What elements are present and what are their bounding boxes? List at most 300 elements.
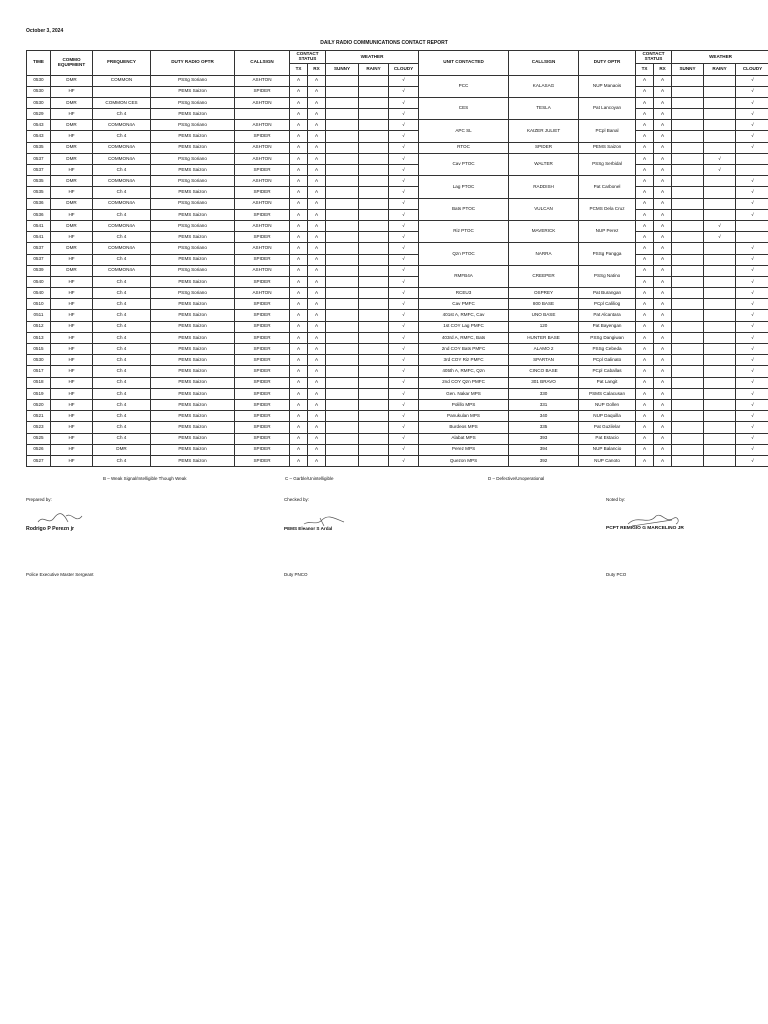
unit-tx-cell: A [636,355,654,366]
weather-sunny-cell [326,288,359,299]
frequency-cell: Ch 4 [93,388,151,399]
rx-cell: A [308,86,326,97]
time-cell: 0510 [27,299,51,310]
unit-weather-cloudy-cell [736,165,768,176]
unit-tx-cell: A [636,344,654,355]
weather-rainy-cell [359,165,389,176]
rx-cell: A [308,120,326,131]
table-row [27,310,768,321]
unit-weather-cloudy-cell: √ [736,86,768,97]
unit-contacted-cell: Polillo MPS [419,399,509,410]
table-row [27,276,768,287]
header-rainy: RAINY [359,64,389,76]
table-row [27,411,768,422]
callsign-cell: ASHTON [235,220,290,231]
callsign-cell: ASHTON [235,120,290,131]
callsign-cell: SPIDER [235,332,290,343]
frequency-cell: COMMON4A [93,142,151,153]
unit-rx-cell: A [654,209,672,220]
frequency-cell: Ch 4 [93,344,151,355]
unit-contacted-cell: Cav PTOC [419,153,509,175]
unit-weather-sunny-cell [672,355,704,366]
unit-contacted-cell: Alabat MPS [419,433,509,444]
callsign-cell: SPIDER [235,444,290,455]
unit-rx-cell: A [654,366,672,377]
unit-tx-cell: A [636,455,654,466]
unit-duty-optr-cell: PSMS Calacusan [579,388,636,399]
tx-cell: A [290,209,308,220]
frequency-cell: Ch 4 [93,399,151,410]
unit-duty-optr-cell: Pat Bayengan [579,321,636,332]
frequency-cell: Ch 4 [93,411,151,422]
unit-rx-cell: A [654,399,672,410]
unit-weather-rainy-cell [704,422,736,433]
table-row [27,366,768,377]
time-cell: 0536 [27,209,51,220]
unit-weather-sunny-cell [672,232,704,243]
unit-weather-cloudy-cell: √ [736,198,768,209]
weather-rainy-cell [359,399,389,410]
table-row [27,176,768,187]
radio-operator-cell: PSSg Soriano [151,265,235,276]
tx-cell: A [290,411,308,422]
unit-weather-sunny-cell [672,220,704,231]
tx-cell: A [290,388,308,399]
unit-weather-sunny-cell [672,377,704,388]
radio-operator-cell: PEMS Saizon [151,131,235,142]
unit-weather-rainy-cell [704,243,736,254]
weather-sunny-cell [326,187,359,198]
unit-duty-optr-cell: NUP Daquilla [579,411,636,422]
radio-operator-cell: PSSg Soriano [151,288,235,299]
callsign-cell: SPIDER [235,377,290,388]
radio-operator-cell: PSSg Soriano [151,120,235,131]
weather-sunny-cell [326,243,359,254]
unit-contacted-cell: Perez MPS [419,444,509,455]
frequency-cell: Ch 4 [93,131,151,142]
frequency-cell: COMMON4A [93,198,151,209]
weather-rainy-cell [359,411,389,422]
unit-rx-cell: A [654,355,672,366]
unit-weather-rainy-cell [704,131,736,142]
tx-cell: A [290,344,308,355]
unit-weather-cloudy-cell: √ [736,109,768,120]
unit-tx-cell: A [636,433,654,444]
unit-weather-sunny-cell [672,176,704,187]
radio-operator-cell: PSSg Soriano [151,198,235,209]
unit-weather-sunny-cell [672,131,704,142]
time-cell: 0520 [27,399,51,410]
callsign-cell: SPIDER [235,455,290,466]
unit-weather-cloudy-cell: √ [736,321,768,332]
unit-duty-optr-cell: NUP Manaois [579,75,636,97]
equipment-cell: DMR [51,120,93,131]
table-row [27,344,768,355]
unit-contacted-cell: RCEU3 [419,288,509,299]
unit-tx-cell: A [636,75,654,86]
unit-rx-cell: A [654,310,672,321]
rx-cell: A [308,422,326,433]
unit-callsign-cell: CREEPER [509,265,579,287]
unit-callsign-cell: CINCO BASE [509,366,579,377]
rx-cell: A [308,355,326,366]
equipment-cell: HF [51,276,93,287]
frequency-cell: Ch 4 [93,276,151,287]
time-cell: 0535 [27,187,51,198]
callsign-cell: SPIDER [235,131,290,142]
tx-cell: A [290,187,308,198]
tx-cell: A [290,254,308,265]
unit-callsign-cell: VULCAN [509,198,579,220]
unit-weather-sunny-cell [672,310,704,321]
unit-weather-sunny-cell [672,209,704,220]
unit-weather-rainy-cell [704,288,736,299]
unit-tx-cell: A [636,299,654,310]
weather-cloudy-cell: √ [389,422,419,433]
callsign-cell: SPIDER [235,355,290,366]
unit-callsign-cell: TESLA [509,97,579,119]
equipment-cell: DMR [51,75,93,86]
unit-weather-cloudy-cell: √ [736,366,768,377]
unit-rx-cell: A [654,288,672,299]
frequency-cell: COMMON4A [93,220,151,231]
radio-operator-cell: PEMS Saizon [151,209,235,220]
equipment-cell: HF [51,165,93,176]
unit-weather-rainy-cell [704,187,736,198]
rx-cell: A [308,265,326,276]
weather-rainy-cell [359,355,389,366]
tx-cell: A [290,176,308,187]
rx-cell: A [308,109,326,120]
unit-rx-cell: A [654,422,672,433]
header-sunny-right: SUNNY [672,64,704,76]
weather-cloudy-cell: √ [389,433,419,444]
weather-sunny-cell [326,433,359,444]
table-row [27,433,768,444]
weather-cloudy-cell: √ [389,366,419,377]
unit-weather-rainy-cell [704,444,736,455]
weather-cloudy-cell: √ [389,243,419,254]
weather-cloudy-cell: √ [389,97,419,108]
frequency-cell: Ch 4 [93,109,151,120]
time-cell: 0539 [27,265,51,276]
callsign-cell: SPIDER [235,321,290,332]
unit-weather-cloudy-cell: √ [736,411,768,422]
unit-tx-cell: A [636,176,654,187]
unit-rx-cell: A [654,176,672,187]
unit-weather-rainy-cell [704,455,736,466]
unit-weather-rainy-cell [704,276,736,287]
frequency-cell: Ch 4 [93,377,151,388]
unit-weather-rainy-cell: √ [704,153,736,164]
radio-operator-cell: PEMS Saizon [151,187,235,198]
frequency-cell: Ch 4 [93,299,151,310]
unit-rx-cell: A [654,344,672,355]
unit-tx-cell: A [636,131,654,142]
equipment-cell: HF [51,444,93,455]
radio-operator-cell: PEMS Saizon [151,321,235,332]
table-row [27,321,768,332]
weather-cloudy-cell: √ [389,355,419,366]
unit-weather-rainy-cell [704,366,736,377]
unit-contacted-cell: CES [419,97,509,119]
weather-sunny-cell [326,455,359,466]
equipment-cell: DMR [51,153,93,164]
header-tx: TX [290,64,308,76]
header-cloudy-right: CLOUDY [736,64,768,76]
rx-cell: A [308,433,326,444]
unit-rx-cell: A [654,97,672,108]
rx-cell: A [308,198,326,209]
unit-callsign-cell: 340 [509,411,579,422]
rx-cell: A [308,187,326,198]
callsign-cell: SPIDER [235,411,290,422]
callsign-cell: SPIDER [235,344,290,355]
callsign-cell: ASHTON [235,75,290,86]
weather-sunny-cell [326,209,359,220]
unit-weather-sunny-cell [672,288,704,299]
frequency-cell: Ch 4 [93,332,151,343]
tx-cell: A [290,142,308,153]
unit-contacted-cell: Bats PTOC [419,198,509,220]
unit-callsign-cell: NARRA [509,243,579,265]
equipment-cell: DMR [51,198,93,209]
weather-cloudy-cell: √ [389,444,419,455]
header-weather-right: WEATHER [672,51,768,64]
time-cell: 0523 [27,422,51,433]
unit-duty-optr-cell: PSSg Natino [579,265,636,287]
rx-cell: A [308,288,326,299]
time-cell: 0517 [27,366,51,377]
frequency-cell: Ch 4 [93,366,151,377]
weather-cloudy-cell: √ [389,265,419,276]
rx-cell: A [308,366,326,377]
radio-operator-cell: PSSg Soriano [151,220,235,231]
callsign-cell: SPIDER [235,187,290,198]
rx-cell: A [308,254,326,265]
unit-tx-cell: A [636,220,654,231]
equipment-cell: DMR [51,243,93,254]
unit-callsign-cell: 392 [509,455,579,466]
weather-cloudy-cell: √ [389,220,419,231]
report-title: DAILY RADIO COMMUNICATIONS CONTACT REPORT [320,40,448,46]
unit-weather-sunny-cell [672,433,704,444]
weather-sunny-cell [326,399,359,410]
unit-tx-cell: A [636,254,654,265]
radio-operator-cell: PSSg Soriano [151,176,235,187]
frequency-cell: COMMON [93,75,151,86]
weather-cloudy-cell: √ [389,209,419,220]
unit-callsign-cell: 331 [509,399,579,410]
unit-weather-rainy-cell [704,75,736,86]
unit-weather-cloudy-cell: √ [736,142,768,153]
weather-rainy-cell [359,422,389,433]
time-cell: 0511 [27,310,51,321]
table-row [27,355,768,366]
weather-rainy-cell [359,433,389,444]
weather-rainy-cell [359,120,389,131]
weather-sunny-cell [326,153,359,164]
callsign-cell: ASHTON [235,265,290,276]
unit-rx-cell: A [654,232,672,243]
equipment-cell: HF [51,366,93,377]
unit-tx-cell: A [636,209,654,220]
rx-cell: A [308,176,326,187]
unit-weather-rainy-cell [704,97,736,108]
radio-operator-cell: PEMS Saizon [151,310,235,321]
rx-cell: A [308,276,326,287]
weather-sunny-cell [326,265,359,276]
weather-sunny-cell [326,165,359,176]
time-cell: 0536 [27,198,51,209]
unit-rx-cell: A [654,433,672,444]
equipment-cell: HF [51,411,93,422]
unit-weather-cloudy-cell: √ [736,455,768,466]
radio-operator-cell: PEMS Saizon [151,422,235,433]
equipment-cell: HF [51,399,93,410]
weather-cloudy-cell: √ [389,399,419,410]
callsign-cell: SPIDER [235,86,290,97]
tx-cell: A [290,288,308,299]
callsign-cell: SPIDER [235,388,290,399]
prepared-label: Prepared by: [26,497,52,502]
unit-duty-optr-cell: Pat Guzilelar [579,422,636,433]
table-row [27,131,768,142]
unit-weather-sunny-cell [672,276,704,287]
weather-cloudy-cell: √ [389,131,419,142]
radio-operator-cell: PEMS Saizon [151,142,235,153]
time-cell: 0537 [27,165,51,176]
callsign-cell: ASHTON [235,176,290,187]
callsign-cell: SPIDER [235,310,290,321]
unit-weather-cloudy-cell: √ [736,276,768,287]
tx-cell: A [290,332,308,343]
unit-tx-cell: A [636,276,654,287]
time-cell: 0521 [27,411,51,422]
rx-cell: A [308,165,326,176]
unit-rx-cell: A [654,187,672,198]
weather-cloudy-cell: √ [389,165,419,176]
equipment-cell: HF [51,209,93,220]
unit-weather-sunny-cell [672,366,704,377]
time-cell: 0513 [27,332,51,343]
unit-tx-cell: A [636,399,654,410]
noted-role: Duty PCO [606,572,627,577]
rx-cell: A [308,455,326,466]
table-row [27,232,768,243]
rx-cell: A [308,243,326,254]
unit-weather-cloudy-cell: √ [736,299,768,310]
tx-cell: A [290,355,308,366]
unit-rx-cell: A [654,220,672,231]
rx-cell: A [308,310,326,321]
rx-cell: A [308,411,326,422]
weather-sunny-cell [326,344,359,355]
unit-callsign-cell: 330 [509,388,579,399]
callsign-cell: SPIDER [235,276,290,287]
weather-rainy-cell [359,243,389,254]
weather-sunny-cell [326,276,359,287]
weather-cloudy-cell: √ [389,86,419,97]
unit-weather-sunny-cell [672,243,704,254]
unit-weather-rainy-cell [704,209,736,220]
unit-rx-cell: A [654,86,672,97]
frequency-cell: DMR [93,444,151,455]
tx-cell: A [290,299,308,310]
unit-weather-rainy-cell [704,321,736,332]
table-row [27,332,768,343]
unit-contacted-cell: Panukulan MPS [419,411,509,422]
radio-operator-cell: PEMS Saizon [151,444,235,455]
weather-cloudy-cell: √ [389,455,419,466]
unit-weather-cloudy-cell: √ [736,131,768,142]
frequency-cell: Ch 4 [93,187,151,198]
frequency-cell: COMMON4A [93,243,151,254]
frequency-cell: COMMON4A [93,120,151,131]
tx-cell: A [290,153,308,164]
weather-rainy-cell [359,198,389,209]
time-cell: 0530 [27,97,51,108]
tx-cell: A [290,399,308,410]
unit-duty-optr-cell: PSSg Serbidal [579,153,636,175]
unit-rx-cell: A [654,332,672,343]
equipment-cell: HF [51,109,93,120]
unit-weather-cloudy-cell: √ [736,310,768,321]
unit-duty-optr-cell: Pat Langit [579,377,636,388]
unit-callsign-cell: KAIZER JULIET [509,120,579,142]
frequency-cell: Ch 4 [93,310,151,321]
time-cell: 0525 [27,433,51,444]
unit-weather-rainy-cell [704,344,736,355]
rx-cell: A [308,142,326,153]
weather-rainy-cell [359,220,389,231]
frequency-cell: Ch 4 [93,321,151,332]
unit-rx-cell: A [654,276,672,287]
unit-rx-cell: A [654,142,672,153]
time-cell: 0541 [27,232,51,243]
unit-contacted-cell: 3rd COY Riz PMFC [419,355,509,366]
frequency-cell: Ch 4 [93,232,151,243]
weather-sunny-cell [326,299,359,310]
unit-weather-sunny-cell [672,165,704,176]
weather-rainy-cell [359,86,389,97]
unit-tx-cell: A [636,86,654,97]
header-commo-equipment: COMMO EQUIPMENT [51,51,93,76]
unit-weather-cloudy-cell: √ [736,377,768,388]
weather-rainy-cell [359,232,389,243]
unit-weather-cloudy-cell: √ [736,176,768,187]
radio-operator-cell: PSSg Soriano [151,97,235,108]
weather-sunny-cell [326,86,359,97]
tx-cell: A [290,310,308,321]
table-row [27,399,768,410]
table-row [27,153,768,164]
unit-rx-cell: A [654,265,672,276]
radio-operator-cell: PEMS Saizon [151,165,235,176]
unit-contacted-cell: RMFB4A [419,265,509,287]
callsign-cell: ASHTON [235,198,290,209]
unit-weather-rainy-cell [704,332,736,343]
rx-cell: A [308,153,326,164]
callsign-cell: SPIDER [235,165,290,176]
table-row [27,86,768,97]
unit-duty-optr-cell: Pat Estacio [579,433,636,444]
weather-cloudy-cell: √ [389,288,419,299]
table-body [27,75,768,467]
weather-cloudy-cell: √ [389,109,419,120]
unit-weather-sunny-cell [672,153,704,164]
tx-cell: A [290,198,308,209]
